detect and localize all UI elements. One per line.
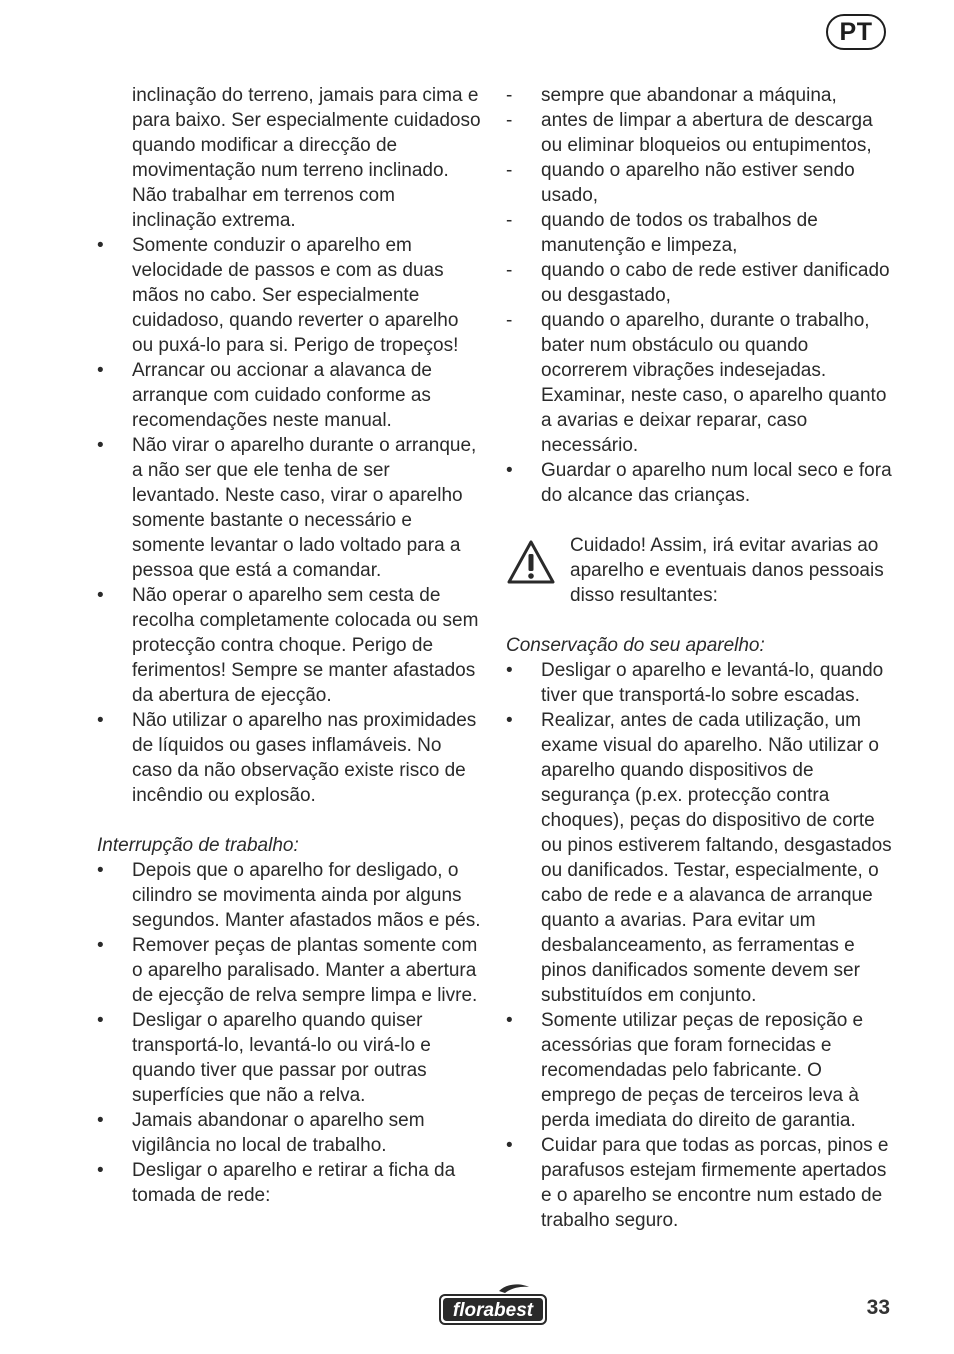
bullet-marker: •	[97, 1160, 104, 1181]
warning-text: Cuidado! Assim, irá evitar avarias ao aparelho e eventuais danos pessoais disso resultantes:	[570, 535, 884, 606]
dash-item	[506, 158, 892, 208]
dash-marker: -	[506, 160, 513, 181]
list-item	[97, 583, 482, 708]
bullet-marker: •	[97, 235, 104, 256]
list-item-text: Somente conduzir o aparelho em velocidade de passos e com as duas mãos no cabo. Ser especialmente cuidadoso, quando reverter o aparelho ou puxá-lo para si. Perigo de tropeços!	[132, 235, 459, 356]
dash-item	[506, 308, 892, 458]
bullet-marker: •	[97, 935, 104, 956]
list-item-text: Guardar o aparelho num local seco e fora do alcance das crianças.	[541, 460, 892, 506]
warning-notice	[506, 533, 892, 608]
dash-marker: -	[506, 110, 513, 131]
list-item	[97, 933, 482, 1008]
list-item	[506, 708, 892, 1008]
continuation-paragraph: inclinação do terreno, jamais para cima e para baixo. Ser especialmente cuidadoso quando modificar a direcção de movimentação num terreno inclinado. Não trabalhar em terrenos com inclinação extrema.	[132, 85, 481, 231]
dash-item	[506, 108, 892, 158]
list-item	[97, 1008, 482, 1108]
dash-marker: -	[506, 260, 513, 281]
section-heading-maintenance: Conservação do seu aparelho:	[506, 635, 765, 656]
dash-item-text: quando o cabo de rede estiver danificado ou desgastado,	[541, 260, 890, 306]
bullet-marker: •	[97, 360, 104, 381]
list-item	[97, 433, 482, 583]
bullet-marker: •	[97, 585, 104, 606]
dash-marker: -	[506, 310, 513, 331]
list-item	[97, 358, 482, 433]
list-item-text: Não virar o aparelho durante o arranque, a não ser que ele tenha de ser levantado. Neste caso, virar o aparelho somente bastante o necessário e somente levantar o lado voltado para a pessoa que está a comandar.	[132, 435, 477, 581]
left-column	[97, 83, 482, 1208]
dash-item-text: sempre que abandonar a máquina,	[541, 85, 837, 106]
list-item-text: Cuidar para que todas as porcas, pinos e parafusos estejam firmemente apertados e o aparelho se encontre num estado de trabalho seguro.	[541, 1135, 889, 1231]
bullet-marker: •	[97, 710, 104, 731]
bullet-marker: •	[506, 460, 513, 481]
list-item-text: Desligar o aparelho e levantá-lo, quando tiver que transportá-lo sobre escadas.	[541, 660, 884, 706]
language-badge: PT	[826, 14, 886, 50]
bullet-marker: •	[97, 435, 104, 456]
bullet-marker: •	[506, 660, 513, 681]
list-item-text: Desligar o aparelho e retirar a ficha da tomada de rede:	[132, 1160, 456, 1206]
page-number: 33	[866, 1296, 890, 1319]
logo-text: florabest	[452, 1300, 534, 1321]
list-item-text: Remover peças de plantas somente com o aparelho paralisado. Manter a abertura de ejecção de relva sempre limpa e livre.	[132, 935, 478, 1006]
list-item-text: Depois que o aparelho for desligado, o cilindro se movimenta ainda por alguns segundos. Manter afastados mãos e pés.	[132, 860, 481, 931]
list-item	[97, 858, 482, 933]
bullet-marker: •	[506, 1135, 513, 1156]
bullet-marker: •	[97, 1110, 104, 1131]
list-item-text: Arrancar ou accionar a alavanca de arranque com cuidado conforme as recomendações neste manual.	[132, 360, 432, 431]
list-item	[506, 1008, 892, 1133]
dash-item-text: quando o aparelho não estiver sendo usado,	[541, 160, 855, 206]
list-item	[506, 1133, 892, 1233]
dash-item-text: quando de todos os trabalhos de manutenção e limpeza,	[541, 210, 818, 256]
section-heading-interruption: Interrupção de trabalho:	[97, 835, 299, 856]
list-item	[506, 458, 892, 508]
list-item-text: Não operar o aparelho sem cesta de recolha completamente colocada ou sem protecção contra choque. Perigo de ferimentos! Sempre se manter afastados da abertura de ejecção.	[132, 585, 479, 706]
list-item-text: Somente utilizar peças de reposição e acessórias que foram fornecidas e recomendadas pelo fabricante. O emprego de peças de terceiros leva à perda imediata do direito de garantia.	[541, 1010, 864, 1131]
bullet-marker: •	[506, 1010, 513, 1031]
list-item	[97, 1108, 482, 1158]
dash-marker: -	[506, 85, 513, 106]
list-item	[97, 1158, 482, 1208]
list-item-text: Desligar o aparelho quando quiser transportá-lo, levantá-lo ou virá-lo e quando tiver que passar por outras superfícies que não a relva.	[132, 1010, 431, 1106]
dash-item	[506, 83, 892, 108]
dash-marker: -	[506, 210, 513, 231]
list-item-text: Não utilizar o aparelho nas proximidades de líquidos ou gases inflamáveis. No caso da não observação existe risco de incêndio ou explosão.	[132, 710, 477, 806]
florabest-logo	[437, 1283, 549, 1327]
list-item-text: Realizar, antes de cada utilização, um exame visual do aparelho. Não utilizar o aparelho quando dispositivos de segurança (p.ex. protecção contra choques), peças do dispositivo de corte ou pinos estiverem faltando, desgastados ou danificados. Testar, especialmente, o cabo de rede e a alavanca de arranque quanto a avarias. Para evitar um desbalanceamento, as ferramentas e pinos danificados somente devem ser substituídos em conjunto.	[541, 710, 892, 1006]
list-item-text: Jamais abandonar o aparelho sem vigilância no local de trabalho.	[132, 1110, 425, 1156]
dash-item	[506, 258, 892, 308]
warning-triangle-icon	[506, 539, 556, 585]
bullet-marker: •	[97, 1010, 104, 1031]
list-item	[97, 233, 482, 358]
dash-item-text: quando o aparelho, durante o trabalho, bater num obstáculo ou quando ocorrerem vibrações indesejadas. Examinar, neste caso, o aparelho quanto a avarias e deixar reparar, caso necessário.	[541, 310, 887, 456]
list-item	[97, 708, 482, 808]
dash-item	[506, 208, 892, 258]
bullet-marker: •	[506, 710, 513, 731]
right-column	[506, 83, 892, 1233]
dash-item-text: antes de limpar a abertura de descarga ou eliminar bloqueios ou entupimentos,	[541, 110, 873, 156]
list-item	[506, 658, 892, 708]
bullet-marker: •	[97, 860, 104, 881]
